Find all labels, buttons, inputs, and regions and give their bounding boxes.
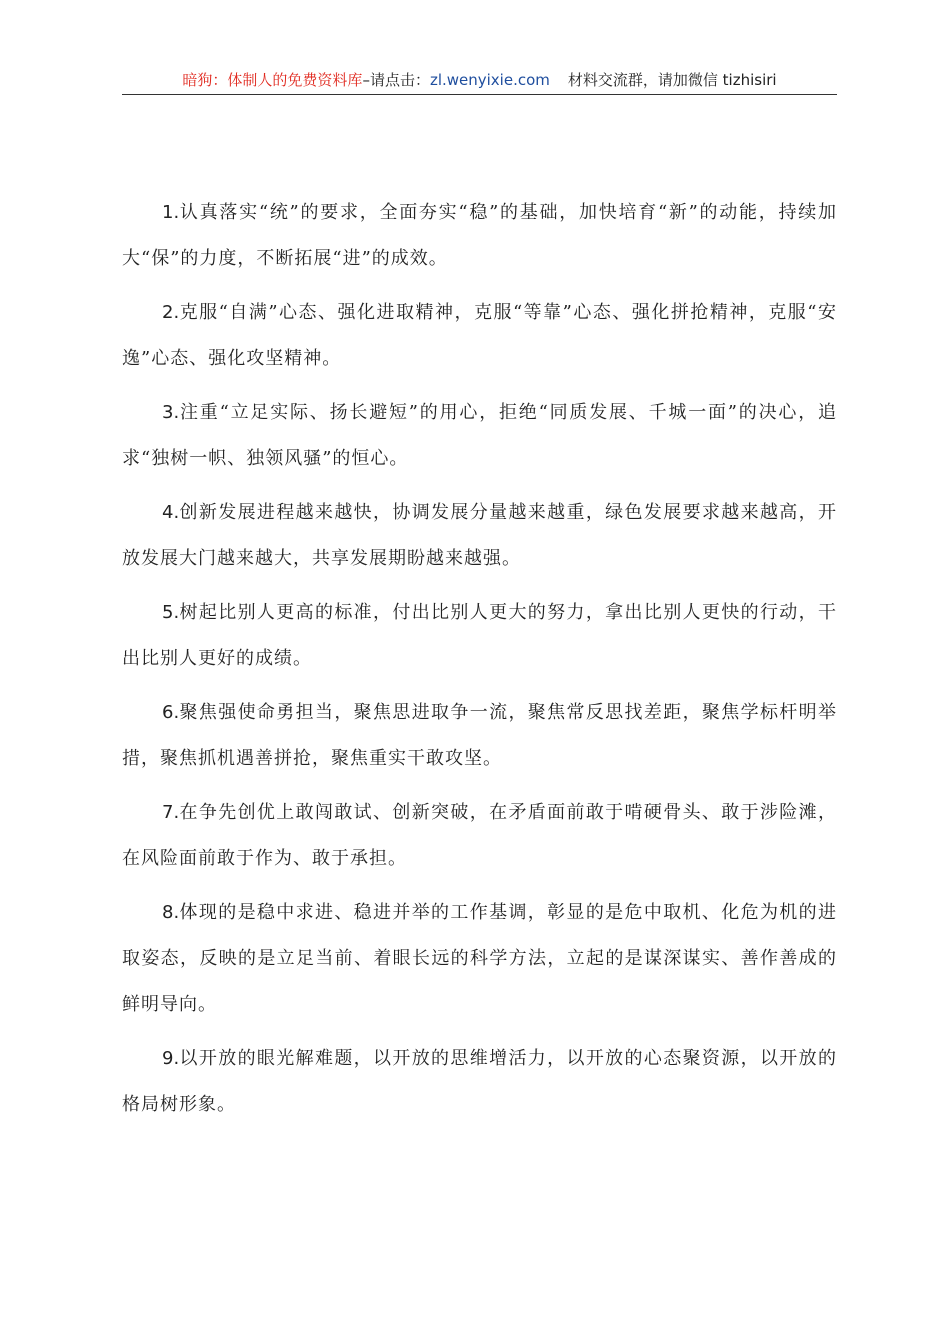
item-number: 8.	[162, 902, 180, 923]
list-item-9	[122, 1036, 837, 1128]
list-item-8	[122, 890, 837, 1028]
item-text: 以开放的眼光解难题，以开放的思维增活力，以开放的心态聚资源，以开放的格局树形象。	[122, 1048, 837, 1115]
header-prompt: –请点击：	[362, 71, 430, 89]
item-text: 注重“立足实际、扬长避短”的用心，拒绝“同质发展、千城一面”的决心，追求“独树一帜、独领风骚”的恒心。	[122, 402, 837, 469]
item-text: 克服“自满”心态、强化进取精神，克服“等靠”心态、强化拼抢精神，克服“安逸”心态、强化攻坚精神。	[122, 302, 837, 369]
list-item-5	[122, 590, 837, 682]
item-text: 认真落实“统”的要求，全面夯实“稳”的基础，加快培育“新”的动能，持续加大“保”的力度，不断拓展“进”的成效。	[122, 202, 837, 269]
item-number: 4.	[162, 502, 180, 523]
header-wechat-note: 材料交流群，请加微信 tizhisiri	[567, 71, 777, 89]
list-item-6	[122, 690, 837, 782]
item-number: 6.	[162, 702, 180, 723]
item-number: 7.	[162, 802, 180, 823]
document-body	[122, 190, 837, 1136]
item-number: 2.	[162, 302, 180, 323]
header-brand: 暗狗：体制人的免费资料库	[182, 71, 363, 89]
item-number: 9.	[162, 1048, 180, 1069]
list-item-1	[122, 190, 837, 282]
item-number: 3.	[162, 402, 180, 423]
item-number: 5.	[162, 602, 180, 623]
list-item-3	[122, 390, 837, 482]
list-item-2	[122, 290, 837, 382]
item-text: 聚焦强使命勇担当，聚焦思进取争一流，聚焦常反思找差距，聚焦学标杆明举措，聚焦抓机遇善拼抢，聚焦重实干敢攻坚。	[122, 702, 837, 769]
list-item-7	[122, 790, 837, 882]
header-site-link[interactable]: zl.wenyixie.com	[429, 71, 550, 89]
item-number: 1.	[162, 202, 180, 223]
item-text: 创新发展进程越来越快，协调发展分量越来越重，绿色发展要求越来越高，开放发展大门越来越大，共享发展期盼越来越强。	[122, 502, 837, 569]
item-text: 体现的是稳中求进、稳进并举的工作基调，彰显的是危中取机、化危为机的进取姿态，反映的是立足当前、着眼长远的科学方法，立起的是谋深谋实、善作善成的鲜明导向。	[122, 902, 837, 1015]
item-text: 在争先创优上敢闯敢试、创新突破，在矛盾面前敢于啃硬骨头、敢于涉险滩，在风险面前敢于作为、敢于承担。	[122, 802, 837, 869]
list-item-4	[122, 490, 837, 582]
page-header	[122, 68, 837, 95]
item-text: 树起比别人更高的标准，付出比别人更大的努力，拿出比别人更快的行动，干出比别人更好的成绩。	[122, 602, 837, 669]
